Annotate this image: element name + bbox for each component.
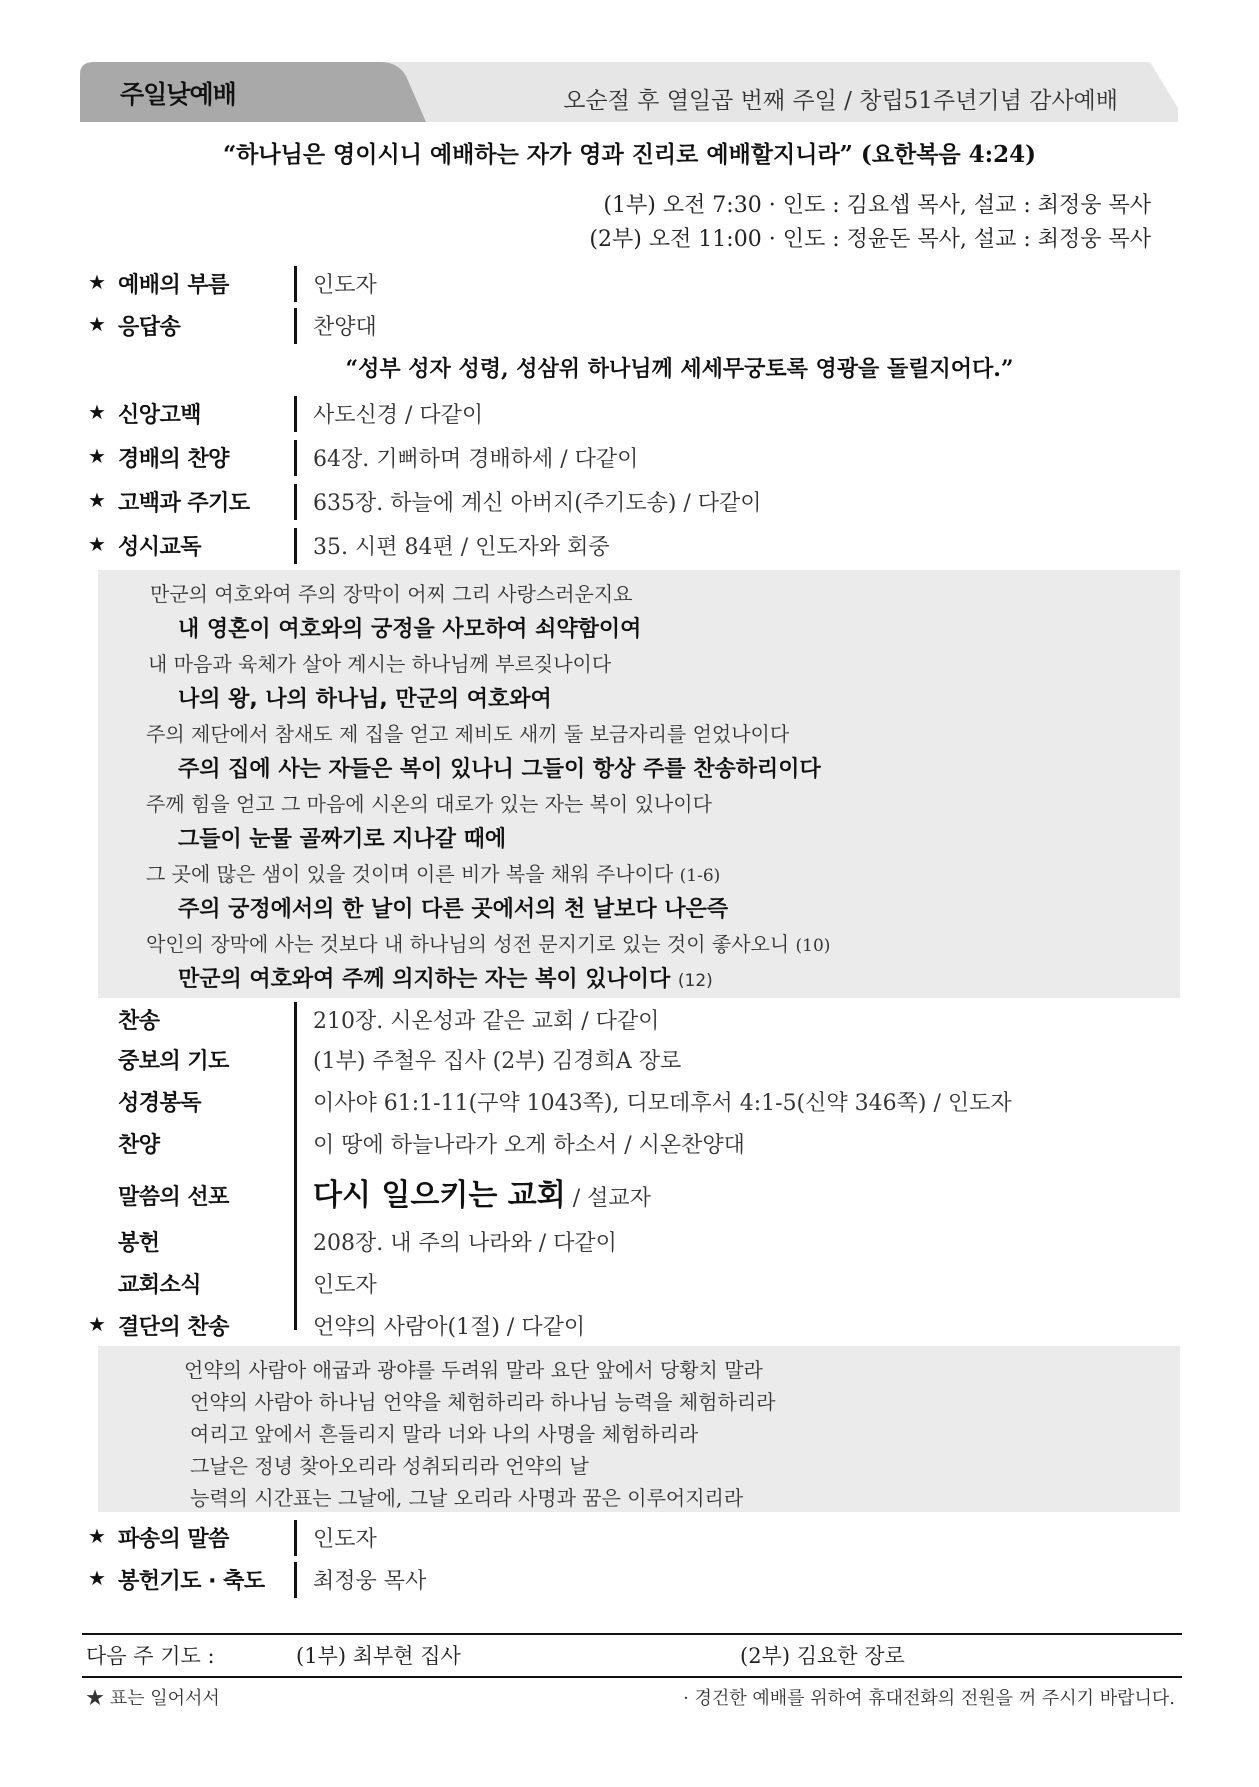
service-header xyxy=(80,62,1178,122)
reading-line: 악인의 장막에 사는 것보다 내 하나님의 성전 문지기로 있는 것이 좋사오니 (10) xyxy=(146,932,831,956)
order-row xyxy=(88,1082,1188,1122)
order-row xyxy=(88,264,1188,304)
order-label: 예배의 부름 xyxy=(118,273,229,298)
order-row xyxy=(88,1040,1188,1080)
order-value: 208장. 내 주의 나라와 / 다같이 xyxy=(313,1231,617,1256)
order-label: 봉헌 xyxy=(118,1231,160,1256)
order-row xyxy=(88,1518,1188,1558)
order-label: 중보의 기도 xyxy=(118,1049,229,1074)
order-value: 635장. 하늘에 계신 아버지(주기도송) / 다같이 xyxy=(313,491,762,516)
order-value: 이 땅에 하늘나라가 오게 하소서 / 시온찬양대 xyxy=(313,1133,745,1158)
divider xyxy=(294,440,297,476)
divider xyxy=(294,1562,297,1598)
order-label: 교회소식 xyxy=(118,1273,202,1298)
verse-ref: (1-6) xyxy=(679,866,721,886)
order-label: 찬양 xyxy=(118,1133,160,1158)
order-row xyxy=(88,1560,1188,1600)
order-value: 이사야 61:1-11(구약 1043쪽), 디모데후서 4:1-5(신약 346쪽) / 인도자 xyxy=(313,1091,1012,1116)
order-value: 찬양대 xyxy=(313,315,377,340)
next-week-first: (1부) 최부현 집사 xyxy=(296,1644,461,1668)
divider xyxy=(294,396,297,432)
order-value: 다시 일으키는 교회 / 설교자 xyxy=(313,1178,651,1213)
order-label: 경배의 찬양 xyxy=(118,447,229,472)
order-label: 결단의 찬송 xyxy=(118,1315,229,1340)
order-label: 말씀의 선포 xyxy=(118,1185,229,1210)
divider xyxy=(294,1520,297,1556)
order-label: 고백과 주기도 xyxy=(118,491,250,516)
order-value: 64장. 기뻐하며 경배하세 / 다같이 xyxy=(313,447,639,472)
order-row xyxy=(88,394,1188,434)
theme-verse: “하나님은 영이시니 예배하는 자가 영과 진리로 예배할지니라” (요한복음 4:24) xyxy=(222,141,1037,168)
service-subtitle: 오순절 후 열일곱 번째 주일 / 창립51주년기념 감사예배 xyxy=(563,88,1118,114)
lyric-line: 그날은 정녕 찾아오리라 성취되리라 언약의 날 xyxy=(190,1454,589,1478)
order-label: 응답송 xyxy=(118,315,181,340)
footer-bottom-rule xyxy=(82,1676,1182,1678)
order-value: 사도신경 / 다같이 xyxy=(313,403,484,428)
order-row xyxy=(88,1222,1188,1262)
divider xyxy=(294,266,297,302)
service-time-second: (2부) 오전 11:00 · 인도 : 정윤돈 목사, 설교 : 최정웅 목사 xyxy=(589,227,1151,252)
order-value: 최정웅 목사 xyxy=(313,1569,427,1594)
standing-star-icon: ★ xyxy=(88,1312,106,1336)
verse-ref: (10) xyxy=(795,936,831,956)
order-value: 210장. 시온성과 같은 교회 / 다같이 xyxy=(313,1009,660,1034)
lyric-line: 언약의 사람아 하나님 언약을 체험하리라 하나님 능력을 체험하리라 xyxy=(190,1390,776,1414)
service-time-first: (1부) 오전 7:30 · 인도 : 김요셉 목사, 설교 : 최정웅 목사 xyxy=(603,193,1151,218)
order-row xyxy=(88,1264,1188,1304)
order-row xyxy=(88,1000,1188,1040)
standing-star-icon: ★ xyxy=(88,400,106,424)
order-label: 성경봉독 xyxy=(118,1091,202,1116)
phone-note: · 경건한 예배를 위하여 휴대전화의 전원을 꺼 주시기 바랍니다. xyxy=(683,1688,1175,1709)
reading-line: 나의 왕, 나의 하나님, 만군의 여호와여 xyxy=(178,687,552,712)
divider xyxy=(294,308,297,344)
standing-star-icon: ★ xyxy=(88,1566,106,1590)
order-value: 인도자 xyxy=(313,1527,377,1552)
order-label: 봉헌기도 · 축도 xyxy=(118,1569,265,1594)
standing-star-icon: ★ xyxy=(88,444,106,468)
order-value: 인도자 xyxy=(313,1273,377,1298)
divider xyxy=(294,528,297,564)
order-label: 신앙고백 xyxy=(118,403,202,428)
order-value: 인도자 xyxy=(313,273,377,298)
sermon-title: 다시 일으키는 교회 xyxy=(313,1178,566,1213)
standing-star-icon: ★ xyxy=(88,270,106,294)
verse-ref: (12) xyxy=(677,971,713,991)
next-week-second: (2부) 김요한 장로 xyxy=(740,1644,905,1668)
order-row xyxy=(88,1306,1188,1346)
service-title-tab: 주일낮예배 xyxy=(120,80,236,109)
order-row xyxy=(88,438,1188,478)
reading-line: 내 마음과 육체가 살아 계시는 하나님께 부르짖나이다 xyxy=(148,652,612,676)
next-week-label: 다음 주 기도 : xyxy=(86,1644,215,1668)
reading-line: 주께 힘을 얻고 그 마음에 시온의 대로가 있는 자는 복이 있나이다 xyxy=(146,792,712,816)
standing-star-icon: ★ xyxy=(88,488,106,512)
footer-top-rule xyxy=(82,1633,1182,1635)
order-row xyxy=(88,1124,1188,1164)
reading-line: 주의 궁정에서의 한 날이 다른 곳에서의 천 날보다 나은즉 xyxy=(178,897,729,922)
reading-line: 그들이 눈물 골짜기로 지나갈 때에 xyxy=(178,827,507,852)
order-value: 35. 시편 84편 / 인도자와 회중 xyxy=(313,535,610,560)
order-row xyxy=(88,526,1188,566)
lyric-line: 여리고 앞에서 흔들리지 말라 너와 나의 사명을 체험하리라 xyxy=(190,1422,699,1446)
order-row xyxy=(88,1170,1188,1216)
reading-line: 만군의 여호와여 주께 의지하는 자는 복이 있나이다 (12) xyxy=(178,967,713,992)
lyric-line: 언약의 사람아 애굽과 광야를 두려워 말라 요단 앞에서 당황치 말라 xyxy=(184,1358,763,1382)
order-row xyxy=(88,306,1188,346)
order-label: 성시교독 xyxy=(118,535,202,560)
reading-line: 주의 제단에서 참새도 제 집을 얻고 제비도 새끼 둘 보금자리를 얻었나이다 xyxy=(146,722,790,746)
divider xyxy=(294,484,297,520)
response-song-text: “성부 성자 성령, 성삼위 하나님께 세세무궁토록 영광을 돌릴지어다.” xyxy=(345,356,1014,382)
star-note: ★ 표는 일어서서 xyxy=(86,1688,220,1709)
reading-line: 그 곳에 많은 샘이 있을 것이며 이른 비가 복을 채워 주나이다 (1-6) xyxy=(146,862,721,886)
standing-star-icon: ★ xyxy=(88,1524,106,1548)
order-label: 파송의 말씀 xyxy=(118,1527,229,1552)
standing-star-icon: ★ xyxy=(88,532,106,556)
standing-star-icon: ★ xyxy=(88,312,106,336)
lyric-line: 능력의 시간표는 그날에, 그날 오리라 사명과 꿈은 이루어지리라 xyxy=(190,1486,744,1510)
reading-line: 내 영혼이 여호와의 궁정을 사모하여 쇠약함이여 xyxy=(178,617,642,642)
reading-line: 만군의 여호와여 주의 장막이 어찌 그리 사랑스러운지요 xyxy=(150,582,633,606)
reading-line: 주의 집에 사는 자들은 복이 있나니 그들이 항상 주를 찬송하리이다 xyxy=(178,757,821,782)
order-row xyxy=(88,482,1188,522)
order-value: 언약의 사람아(1절) / 다같이 xyxy=(313,1315,586,1340)
order-value: (1부) 주철우 집사 (2부) 김경희A 장로 xyxy=(313,1049,682,1074)
order-label: 찬송 xyxy=(118,1009,160,1034)
